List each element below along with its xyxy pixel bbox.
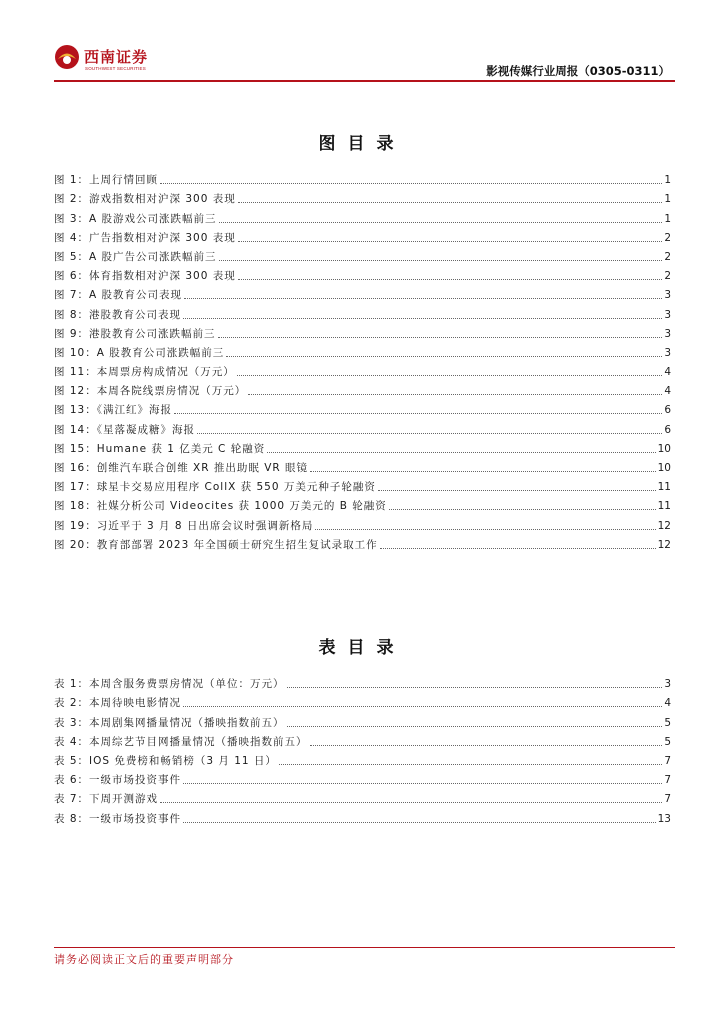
header-divider <box>54 80 675 82</box>
figure-entry[interactable] <box>54 379 671 398</box>
brand-name-en: SOUTHWEST SECURITIES <box>85 66 146 71</box>
figure-entry[interactable] <box>54 417 671 436</box>
figure-entry[interactable] <box>54 283 671 302</box>
figure-entry-label: 图 1：上周行情回顾 <box>54 174 159 187</box>
dot-leader <box>310 470 656 472</box>
dot-leader <box>279 763 662 765</box>
dot-leader <box>315 528 655 530</box>
figures-section-title: 图目录 <box>318 134 406 154</box>
dot-leader <box>219 221 663 223</box>
figure-entry[interactable] <box>54 206 671 225</box>
figure-entry[interactable] <box>54 322 671 341</box>
page-header <box>0 0 724 82</box>
figure-entry-page: 3 <box>664 327 671 340</box>
logo-emblem-icon <box>54 44 80 70</box>
table-entry[interactable] <box>54 691 671 710</box>
figure-entry-page: 1 <box>664 193 671 206</box>
tables-list <box>54 672 671 826</box>
dot-leader <box>160 801 662 803</box>
table-entry[interactable] <box>54 806 671 825</box>
figure-entry-page: 2 <box>664 270 671 283</box>
table-entry-page: 13 <box>657 812 671 825</box>
dot-leader <box>248 393 662 395</box>
table-entry-label: 表 8：一级市场投资事件 <box>54 812 182 825</box>
dot-leader <box>183 821 656 823</box>
figure-entry[interactable] <box>54 341 671 360</box>
figure-entry-page: 6 <box>664 423 671 436</box>
dot-leader <box>310 744 663 746</box>
figure-entry-label: 图 17：球星卡交易应用程序 CollX 获 550 万美元种子轮融资 <box>54 481 376 494</box>
figure-entry[interactable] <box>54 187 671 206</box>
figure-entry-page: 11 <box>657 481 671 494</box>
figure-entry-label: 图 15：Humane 获 1 亿美元 C 轮融资 <box>54 442 266 455</box>
table-entry-label: 表 7：下周开测游戏 <box>54 793 159 806</box>
dot-leader <box>267 451 655 453</box>
dot-leader <box>287 725 663 727</box>
table-entry[interactable] <box>54 672 671 691</box>
figure-entry-page: 12 <box>657 519 671 532</box>
figure-entry-label: 图 9：港股教育公司涨跌幅前三 <box>54 327 216 340</box>
table-entry-page: 5 <box>664 735 671 748</box>
dot-leader <box>184 297 662 299</box>
dot-leader <box>378 489 656 491</box>
figure-entry-page: 3 <box>664 308 671 321</box>
figure-entry-label: 图 20：教育部部署 2023 年全国硕士研究生招生复试录取工作 <box>54 538 378 551</box>
figure-entry[interactable] <box>54 513 671 532</box>
report-title: 影视传媒行业周报（0305-0311） <box>486 64 670 78</box>
dot-leader <box>183 705 662 707</box>
figure-entry-label: 图 11：本周票房构成情况（万元） <box>54 366 235 379</box>
figure-entry-label: 图 7：A 股教育公司表现 <box>54 289 183 302</box>
dot-leader <box>160 182 662 184</box>
table-entry-label: 表 4：本周综艺节目网播量情况（播映指数前五） <box>54 735 308 748</box>
dot-leader <box>183 782 662 784</box>
table-entry-page: 3 <box>664 678 671 691</box>
figure-entry-label: 图 8：港股教育公司表现 <box>54 308 182 321</box>
figure-entry-label: 图 6：体育指数相对沪深 300 表现 <box>54 270 236 283</box>
dot-leader <box>238 201 663 203</box>
figure-entry-label: 图 13：《满江红》海报 <box>54 404 172 417</box>
dot-leader <box>174 412 662 414</box>
dot-leader <box>287 686 663 688</box>
figure-entry-page: 6 <box>664 404 671 417</box>
dot-leader <box>218 336 663 338</box>
figure-entry-page: 12 <box>657 538 671 551</box>
footer-divider <box>54 947 675 948</box>
figure-entry-label: 图 19：习近平于 3 月 8 日出席会议时强调新格局 <box>54 519 314 532</box>
figure-entry-page: 10 <box>657 442 671 455</box>
figure-entry-page: 1 <box>664 174 671 187</box>
figure-entry-label: 图 2：游戏指数相对沪深 300 表现 <box>54 193 236 206</box>
figure-entry-label: 图 18：社媒分析公司 Videocites 获 1000 万美元的 B 轮融资 <box>54 500 387 513</box>
figure-entry-label: 图 12：本周各院线票房情况（万元） <box>54 385 247 398</box>
figure-entry[interactable] <box>54 226 671 245</box>
figure-entry[interactable] <box>54 360 671 379</box>
company-logo <box>54 44 174 76</box>
figure-entry[interactable] <box>54 494 671 513</box>
figure-entry-page: 11 <box>657 500 671 513</box>
brand-name-cn: 西南证券 <box>84 48 149 66</box>
dot-leader <box>238 278 663 280</box>
figure-entry-page: 4 <box>664 366 671 379</box>
table-entry-page: 7 <box>664 754 671 767</box>
table-entry[interactable] <box>54 730 671 749</box>
figure-entry-label: 图 3：A 股游戏公司涨跌幅前三 <box>54 212 217 225</box>
figure-entry[interactable] <box>54 245 671 264</box>
dot-leader <box>237 374 663 376</box>
figure-entry[interactable] <box>54 264 671 283</box>
dot-leader <box>197 432 662 434</box>
dot-leader <box>226 355 662 357</box>
figure-entry-page: 4 <box>664 385 671 398</box>
table-entry-page: 5 <box>664 716 671 729</box>
table-entry-page: 7 <box>664 774 671 787</box>
figure-entry-page: 2 <box>664 250 671 263</box>
dot-leader <box>183 317 662 319</box>
figure-entry-label: 图 16：创维汽车联合创维 XR 推出助眠 VR 眼镜 <box>54 462 309 474</box>
figure-entry-page: 3 <box>664 289 671 302</box>
figure-entry[interactable] <box>54 456 671 475</box>
table-entry-label: 表 6：一级市场投资事件 <box>54 774 182 787</box>
figures-list <box>54 168 671 552</box>
figure-entry[interactable] <box>54 533 671 552</box>
disclaimer-note: 请务必阅读正文后的重要声明部分 <box>54 953 234 966</box>
table-entry-label: 表 1：本周含服务费票房情况（单位：万元） <box>54 678 285 691</box>
table-entry[interactable] <box>54 787 671 806</box>
dot-leader <box>238 240 663 242</box>
figure-entry[interactable] <box>54 437 671 456</box>
dot-leader <box>380 547 656 549</box>
table-entry-label: 表 2：本周待映电影情况 <box>54 697 182 710</box>
table-entry-page: 7 <box>664 793 671 806</box>
figure-entry-label: 图 14：《星落凝成糖》海报 <box>54 423 195 436</box>
table-entry-page: 4 <box>664 697 671 710</box>
figure-entry-label: 图 4：广告指数相对沪深 300 表现 <box>54 231 236 244</box>
table-entry[interactable] <box>54 768 671 787</box>
table-entry-label: 表 3：本周剧集网播量情况（播映指数前五） <box>54 716 285 729</box>
figure-entry-label: 图 10：A 股教育公司涨跌幅前三 <box>54 346 225 359</box>
figure-entry[interactable] <box>54 302 671 321</box>
dot-leader <box>219 259 663 261</box>
table-entry-label: 表 5：IOS 免费榜和畅销榜（3 月 11 日） <box>54 754 277 767</box>
table-entry[interactable] <box>54 749 671 768</box>
figure-entry-page: 3 <box>664 346 671 359</box>
dot-leader <box>389 508 656 510</box>
table-entry[interactable] <box>54 710 671 729</box>
figure-entry[interactable] <box>54 475 671 494</box>
figure-entry-page: 10 <box>657 462 671 474</box>
figure-entry[interactable] <box>54 398 671 417</box>
tables-section-title: 表目录 <box>318 638 406 658</box>
figure-entry[interactable] <box>54 168 671 187</box>
figure-entry-page: 2 <box>664 231 671 244</box>
figure-entry-page: 1 <box>664 212 671 225</box>
figure-entry-label: 图 5：A 股广告公司涨跌幅前三 <box>54 250 217 263</box>
